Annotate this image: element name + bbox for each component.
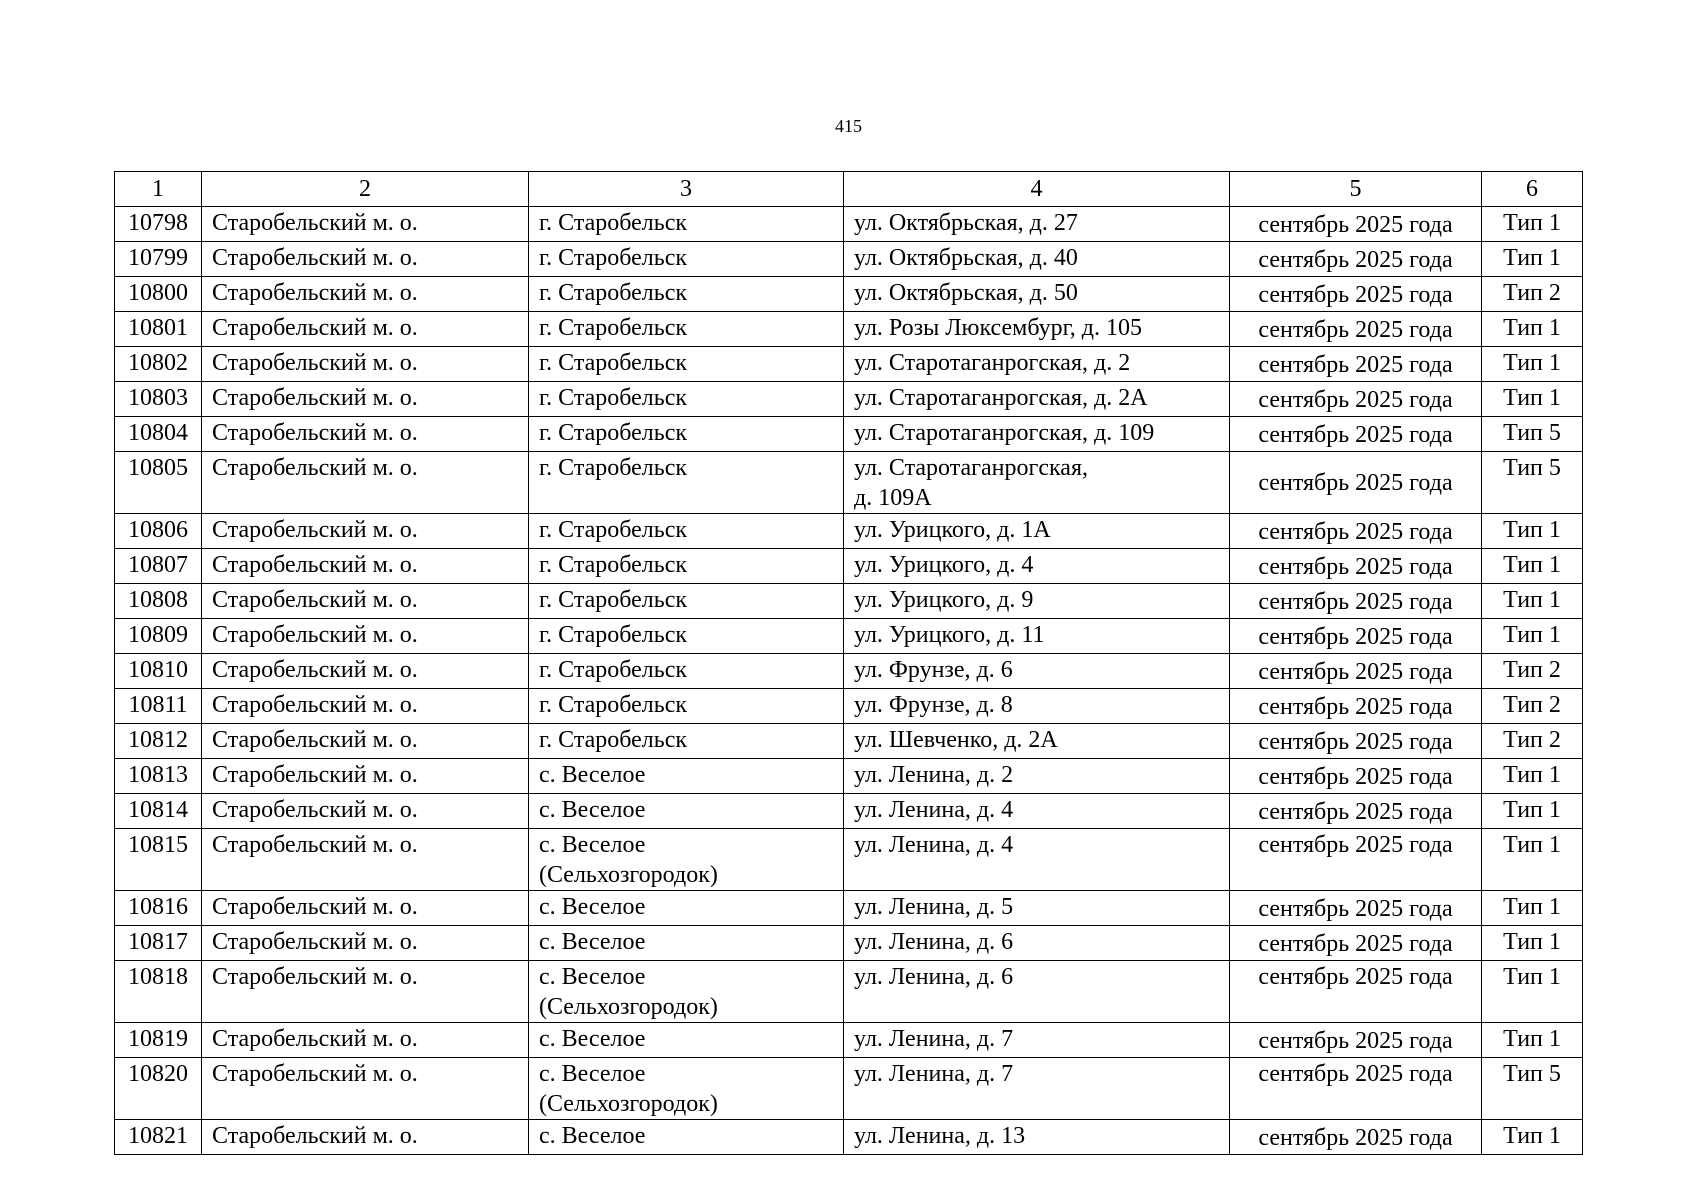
cell-address: ул. Урицкого, д. 11 <box>844 619 1230 654</box>
cell-locality: г. Старобельск <box>529 724 844 759</box>
column-header-date: 5 <box>1230 172 1482 207</box>
cell-address: ул. Фрунзе, д. 8 <box>844 689 1230 724</box>
cell-district: Старобельский м. о. <box>202 417 529 452</box>
cell-number: 10811 <box>115 689 202 724</box>
cell-district: Старобельский м. о. <box>202 1058 529 1120</box>
cell-type: Тип 1 <box>1482 759 1583 794</box>
column-header-locality: 3 <box>529 172 844 207</box>
cell-number: 10808 <box>115 584 202 619</box>
cell-locality: с. Веселое <box>529 794 844 829</box>
cell-address: ул. Ленина, д. 5 <box>844 891 1230 926</box>
cell-address: ул. Урицкого, д. 4 <box>844 549 1230 584</box>
cell-type: Тип 1 <box>1482 514 1583 549</box>
table-row <box>115 207 1583 242</box>
cell-district: Старобельский м. о. <box>202 724 529 759</box>
cell-number: 10800 <box>115 277 202 312</box>
cell-type: Тип 1 <box>1482 1120 1583 1155</box>
cell-locality: г. Старобельск <box>529 277 844 312</box>
table-row <box>115 549 1583 584</box>
cell-address: ул. Ленина, д. 7 <box>844 1058 1230 1120</box>
cell-locality: г. Старобельск <box>529 584 844 619</box>
table-row <box>115 654 1583 689</box>
cell-date: сентябрь 2025 года <box>1230 829 1482 891</box>
cell-district: Старобельский м. о. <box>202 312 529 347</box>
cell-type: Тип 1 <box>1482 961 1583 1023</box>
cell-district: Старобельский м. о. <box>202 277 529 312</box>
cell-date: сентябрь 2025 года <box>1230 382 1482 417</box>
table-body <box>115 207 1583 1155</box>
cell-date: сентябрь 2025 года <box>1230 312 1482 347</box>
cell-district: Старобельский м. о. <box>202 619 529 654</box>
cell-number: 10810 <box>115 654 202 689</box>
cell-date: сентябрь 2025 года <box>1230 759 1482 794</box>
cell-locality: г. Старобельск <box>529 312 844 347</box>
cell-type: Тип 1 <box>1482 794 1583 829</box>
table-row <box>115 382 1583 417</box>
cell-type: Тип 1 <box>1482 242 1583 277</box>
cell-address: ул. Фрунзе, д. 6 <box>844 654 1230 689</box>
cell-address: ул. Шевченко, д. 2А <box>844 724 1230 759</box>
cell-number: 10806 <box>115 514 202 549</box>
schedule-table <box>114 171 1583 1155</box>
table-row <box>115 926 1583 961</box>
cell-district: Старобельский м. о. <box>202 242 529 277</box>
cell-locality: г. Старобельск <box>529 452 844 514</box>
cell-number: 10799 <box>115 242 202 277</box>
cell-locality: г. Старобельск <box>529 654 844 689</box>
cell-number: 10817 <box>115 926 202 961</box>
cell-type: Тип 5 <box>1482 1058 1583 1120</box>
cell-locality: г. Старобельск <box>529 514 844 549</box>
cell-number: 10801 <box>115 312 202 347</box>
table-row <box>115 961 1583 1023</box>
cell-locality: г. Старобельск <box>529 689 844 724</box>
cell-locality: с. Веселое <box>529 926 844 961</box>
table-row <box>115 514 1583 549</box>
cell-type: Тип 2 <box>1482 689 1583 724</box>
cell-number: 10818 <box>115 961 202 1023</box>
cell-number: 10802 <box>115 347 202 382</box>
table-row <box>115 689 1583 724</box>
cell-locality: г. Старобельск <box>529 549 844 584</box>
cell-address: ул. Ленина, д. 4 <box>844 829 1230 891</box>
table-row <box>115 829 1583 891</box>
cell-type: Тип 2 <box>1482 654 1583 689</box>
cell-number: 10798 <box>115 207 202 242</box>
cell-address: ул. Ленина, д. 6 <box>844 926 1230 961</box>
cell-district: Старобельский м. о. <box>202 207 529 242</box>
cell-date: сентябрь 2025 года <box>1230 347 1482 382</box>
cell-date: сентябрь 2025 года <box>1230 549 1482 584</box>
cell-address: ул. Старотаганрогская, д. 2 <box>844 347 1230 382</box>
cell-address: ул. Ленина, д. 6 <box>844 961 1230 1023</box>
cell-address: ул. Октябрьская, д. 40 <box>844 242 1230 277</box>
cell-locality: с. Веселое <box>529 1120 844 1155</box>
table-header-row <box>115 172 1583 207</box>
cell-district: Старобельский м. о. <box>202 961 529 1023</box>
cell-date: сентябрь 2025 года <box>1230 1120 1482 1155</box>
cell-locality: г. Старобельск <box>529 207 844 242</box>
cell-address: ул. Октябрьская, д. 50 <box>844 277 1230 312</box>
cell-number: 10816 <box>115 891 202 926</box>
cell-address: ул. Ленина, д. 2 <box>844 759 1230 794</box>
table-row <box>115 1058 1583 1120</box>
cell-number: 10813 <box>115 759 202 794</box>
cell-number: 10803 <box>115 382 202 417</box>
cell-type: Тип 2 <box>1482 277 1583 312</box>
cell-district: Старобельский м. о. <box>202 1023 529 1058</box>
cell-address: ул. Урицкого, д. 1А <box>844 514 1230 549</box>
cell-locality: с. Веселое (Сельхозгородок) <box>529 1058 844 1120</box>
cell-type: Тип 1 <box>1482 584 1583 619</box>
table-row <box>115 242 1583 277</box>
table-row <box>115 347 1583 382</box>
cell-district: Старобельский м. о. <box>202 1120 529 1155</box>
cell-address: ул. Старотаганрогская, д. 109 <box>844 417 1230 452</box>
cell-type: Тип 2 <box>1482 724 1583 759</box>
cell-number: 10812 <box>115 724 202 759</box>
cell-date: сентябрь 2025 года <box>1230 891 1482 926</box>
cell-address: ул. Розы Люксембург, д. 105 <box>844 312 1230 347</box>
cell-district: Старобельский м. о. <box>202 926 529 961</box>
cell-date: сентябрь 2025 года <box>1230 417 1482 452</box>
column-header-type: 6 <box>1482 172 1583 207</box>
cell-date: сентябрь 2025 года <box>1230 961 1482 1023</box>
cell-type: Тип 1 <box>1482 382 1583 417</box>
cell-type: Тип 1 <box>1482 829 1583 891</box>
cell-district: Старобельский м. о. <box>202 584 529 619</box>
cell-address: ул. Ленина, д. 13 <box>844 1120 1230 1155</box>
cell-date: сентябрь 2025 года <box>1230 452 1482 514</box>
cell-district: Старобельский м. о. <box>202 347 529 382</box>
table-row <box>115 891 1583 926</box>
cell-date: сентябрь 2025 года <box>1230 207 1482 242</box>
cell-address: ул. Октябрьская, д. 27 <box>844 207 1230 242</box>
cell-type: Тип 5 <box>1482 417 1583 452</box>
table-row <box>115 312 1583 347</box>
table-row <box>115 724 1583 759</box>
cell-number: 10820 <box>115 1058 202 1120</box>
cell-locality: г. Старобельск <box>529 242 844 277</box>
cell-district: Старобельский м. о. <box>202 891 529 926</box>
table-row <box>115 1023 1583 1058</box>
table-row <box>115 794 1583 829</box>
cell-address: ул. Ленина, д. 4 <box>844 794 1230 829</box>
cell-date: сентябрь 2025 года <box>1230 724 1482 759</box>
cell-number: 10804 <box>115 417 202 452</box>
cell-locality: г. Старобельск <box>529 417 844 452</box>
cell-district: Старобельский м. о. <box>202 549 529 584</box>
cell-type: Тип 1 <box>1482 312 1583 347</box>
cell-date: сентябрь 2025 года <box>1230 1023 1482 1058</box>
table-row <box>115 452 1583 514</box>
cell-address: ул. Ленина, д. 7 <box>844 1023 1230 1058</box>
cell-locality: с. Веселое <box>529 891 844 926</box>
cell-type: Тип 1 <box>1482 926 1583 961</box>
cell-date: сентябрь 2025 года <box>1230 1058 1482 1120</box>
cell-number: 10819 <box>115 1023 202 1058</box>
table-row <box>115 417 1583 452</box>
cell-address: ул. Урицкого, д. 9 <box>844 584 1230 619</box>
cell-type: Тип 1 <box>1482 891 1583 926</box>
cell-locality: г. Старобельск <box>529 619 844 654</box>
cell-locality: г. Старобельск <box>529 347 844 382</box>
cell-number: 10815 <box>115 829 202 891</box>
cell-type: Тип 5 <box>1482 452 1583 514</box>
page-number: 415 <box>835 116 862 136</box>
cell-number: 10814 <box>115 794 202 829</box>
table-row <box>115 619 1583 654</box>
cell-address: ул. Старотаганрогская, д. 2А <box>844 382 1230 417</box>
cell-district: Старобельский м. о. <box>202 514 529 549</box>
cell-district: Старобельский м. о. <box>202 759 529 794</box>
cell-type: Тип 1 <box>1482 207 1583 242</box>
cell-locality: г. Старобельск <box>529 382 844 417</box>
cell-locality: с. Веселое (Сельхозгородок) <box>529 829 844 891</box>
cell-date: сентябрь 2025 года <box>1230 619 1482 654</box>
cell-date: сентябрь 2025 года <box>1230 584 1482 619</box>
cell-date: сентябрь 2025 года <box>1230 654 1482 689</box>
column-header-address: 4 <box>844 172 1230 207</box>
cell-address: ул. Старотаганрогская, д. 109А <box>844 452 1230 514</box>
cell-type: Тип 1 <box>1482 347 1583 382</box>
cell-number: 10805 <box>115 452 202 514</box>
cell-locality: с. Веселое <box>529 1023 844 1058</box>
cell-district: Старобельский м. о. <box>202 829 529 891</box>
cell-number: 10821 <box>115 1120 202 1155</box>
cell-district: Старобельский м. о. <box>202 382 529 417</box>
column-header-district: 2 <box>202 172 529 207</box>
cell-locality: с. Веселое (Сельхозгородок) <box>529 961 844 1023</box>
cell-district: Старобельский м. о. <box>202 452 529 514</box>
table-row <box>115 1120 1583 1155</box>
cell-date: сентябрь 2025 года <box>1230 689 1482 724</box>
cell-type: Тип 1 <box>1482 619 1583 654</box>
cell-district: Старобельский м. о. <box>202 689 529 724</box>
cell-date: сентябрь 2025 года <box>1230 794 1482 829</box>
cell-district: Старобельский м. о. <box>202 654 529 689</box>
cell-date: сентябрь 2025 года <box>1230 242 1482 277</box>
cell-number: 10809 <box>115 619 202 654</box>
table-row <box>115 759 1583 794</box>
cell-date: сентябрь 2025 года <box>1230 926 1482 961</box>
cell-type: Тип 1 <box>1482 549 1583 584</box>
table-row <box>115 277 1583 312</box>
cell-number: 10807 <box>115 549 202 584</box>
table-row <box>115 584 1583 619</box>
cell-date: сентябрь 2025 года <box>1230 277 1482 312</box>
column-header-number: 1 <box>115 172 202 207</box>
cell-district: Старобельский м. о. <box>202 794 529 829</box>
cell-date: сентябрь 2025 года <box>1230 514 1482 549</box>
cell-type: Тип 1 <box>1482 1023 1583 1058</box>
cell-locality: с. Веселое <box>529 759 844 794</box>
